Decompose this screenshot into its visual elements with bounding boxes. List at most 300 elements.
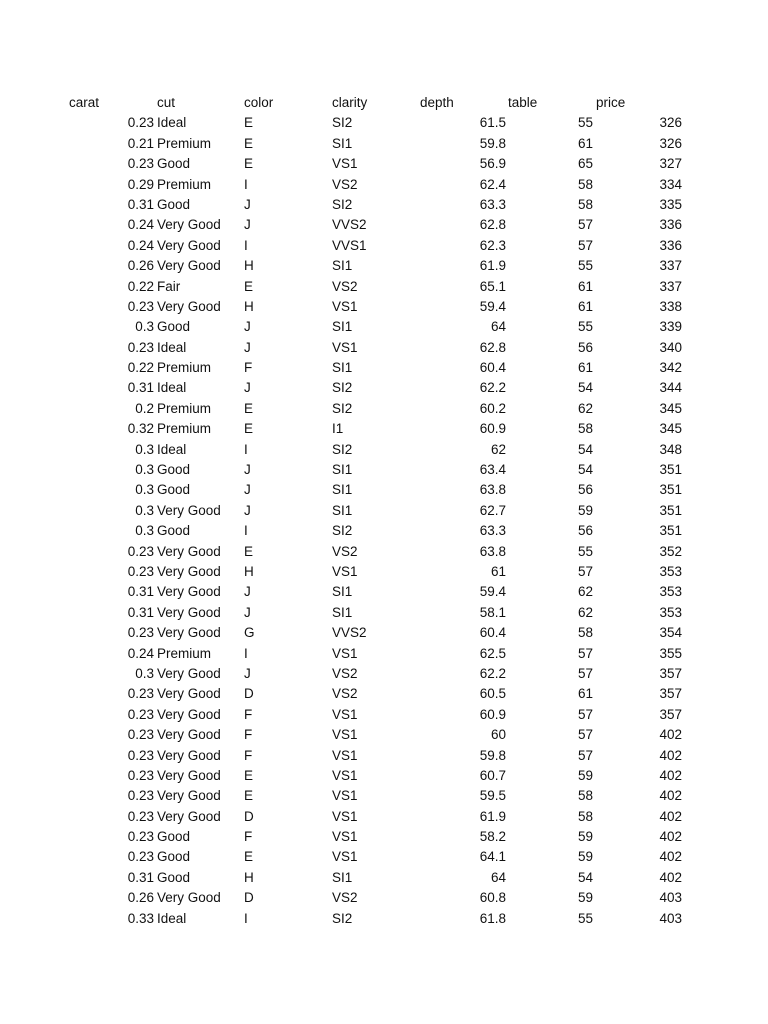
table-row — [0, 766, 768, 786]
cell-price: 351 — [659, 462, 682, 478]
cell-clarity: VS1 — [332, 727, 358, 743]
cell-price: 402 — [659, 849, 682, 865]
table-row — [0, 909, 768, 929]
table-row — [0, 134, 768, 154]
cell-table: 59 — [578, 829, 594, 845]
cell-cut: Very Good — [157, 625, 221, 641]
cell-depth: 63.8 — [479, 482, 506, 498]
cell-cut: Good — [157, 482, 191, 498]
cell-cut: Very Good — [157, 808, 221, 824]
cell-carat: 0.26 — [127, 890, 154, 906]
cell-clarity: VS1 — [332, 808, 358, 824]
cell-price: 334 — [659, 176, 682, 192]
cell-cut: Premium — [157, 360, 212, 376]
cell-depth: 62.3 — [479, 237, 506, 253]
cell-price: 402 — [659, 808, 682, 824]
cell-color: E — [244, 788, 254, 804]
cell-depth: 64 — [490, 869, 506, 885]
cell-cut: Very Good — [157, 543, 221, 559]
cell-cut: Very Good — [157, 767, 221, 783]
column-header-clarity: clarity — [332, 95, 368, 110]
cell-cut: Ideal — [157, 115, 187, 131]
table-row — [0, 623, 768, 643]
cell-depth: 60.4 — [479, 360, 506, 376]
cell-color: H — [244, 869, 254, 885]
cell-color: J — [244, 339, 251, 355]
table-row — [0, 297, 768, 317]
cell-clarity: SI1 — [332, 869, 353, 885]
cell-carat: 0.22 — [127, 278, 154, 294]
cell-carat: 0.23 — [127, 563, 154, 579]
table-row — [0, 154, 768, 174]
cell-color: F — [244, 706, 253, 722]
cell-price: 340 — [659, 339, 682, 355]
cell-color: F — [244, 727, 253, 743]
table-row — [0, 542, 768, 562]
cell-table: 58 — [578, 788, 594, 804]
cell-color: E — [244, 543, 254, 559]
cell-clarity: VVS1 — [332, 237, 367, 253]
cell-carat: 0.31 — [127, 584, 154, 600]
table-row — [0, 317, 768, 337]
cell-table: 62 — [578, 604, 594, 620]
table-row — [0, 664, 768, 684]
cell-carat: 0.23 — [127, 727, 154, 743]
cell-cut: Good — [157, 523, 191, 539]
cell-carat: 0.2 — [135, 400, 154, 416]
cell-table: 58 — [578, 176, 594, 192]
cell-color: F — [244, 747, 253, 763]
cell-depth: 61.8 — [479, 910, 506, 926]
cell-clarity: VS1 — [332, 747, 358, 763]
cell-depth: 63.8 — [479, 543, 506, 559]
cell-depth: 63.3 — [479, 196, 506, 212]
cell-depth: 62 — [490, 441, 506, 457]
cell-depth: 58.2 — [479, 829, 506, 845]
cell-price: 353 — [659, 563, 682, 579]
cell-depth: 59.4 — [479, 298, 506, 314]
cell-cut: Very Good — [157, 584, 221, 600]
cell-cut: Very Good — [157, 298, 221, 314]
cell-cut: Very Good — [157, 502, 221, 518]
cell-price: 339 — [659, 319, 682, 335]
cell-color: H — [244, 563, 254, 579]
table-row — [0, 807, 768, 827]
cell-carat: 0.26 — [127, 258, 154, 274]
table-row — [0, 175, 768, 195]
cell-price: 344 — [659, 380, 682, 396]
cell-clarity: VS1 — [332, 849, 358, 865]
cell-clarity: VS2 — [332, 665, 358, 681]
cell-table: 56 — [578, 482, 594, 498]
cell-depth: 62.4 — [479, 176, 506, 192]
table-row — [0, 684, 768, 704]
cell-price: 345 — [659, 421, 682, 437]
cell-cut: Very Good — [157, 788, 221, 804]
cell-price: 403 — [659, 910, 682, 926]
cell-clarity: SI1 — [332, 584, 353, 600]
cell-clarity: VS2 — [332, 686, 358, 702]
cell-price: 351 — [659, 523, 682, 539]
cell-cut: Very Good — [157, 665, 221, 681]
cell-carat: 0.23 — [127, 543, 154, 559]
cell-cut: Ideal — [157, 339, 187, 355]
cell-depth: 60 — [490, 727, 506, 743]
cell-cut: Good — [157, 196, 191, 212]
cell-price: 335 — [659, 196, 682, 212]
cell-price: 353 — [659, 584, 682, 600]
cell-cut: Very Good — [157, 217, 221, 233]
cell-depth: 64.1 — [479, 849, 506, 865]
cell-color: D — [244, 808, 254, 824]
table-row — [0, 277, 768, 297]
cell-color: J — [244, 217, 251, 233]
cell-depth: 60.9 — [479, 421, 506, 437]
cell-clarity: VS1 — [332, 563, 358, 579]
cell-carat: 0.3 — [135, 502, 154, 518]
cell-table: 54 — [578, 380, 594, 396]
cell-carat: 0.31 — [127, 380, 154, 396]
cell-depth: 60.4 — [479, 625, 506, 641]
cell-carat: 0.29 — [127, 176, 154, 192]
cell-carat: 0.23 — [127, 686, 154, 702]
table-row — [0, 378, 768, 398]
cell-clarity: VS1 — [332, 339, 358, 355]
cell-price: 336 — [659, 237, 682, 253]
cell-table: 55 — [578, 319, 594, 335]
cell-cut: Premium — [157, 645, 212, 661]
cell-depth: 61.5 — [479, 115, 506, 131]
cell-clarity: SI2 — [332, 400, 353, 416]
cell-carat: 0.3 — [135, 523, 154, 539]
cell-table: 56 — [578, 339, 594, 355]
cell-cut: Very Good — [157, 890, 221, 906]
cell-table: 62 — [578, 400, 594, 416]
cell-depth: 59.8 — [479, 747, 506, 763]
cell-carat: 0.31 — [127, 196, 154, 212]
cell-cut: Very Good — [157, 563, 221, 579]
cell-carat: 0.24 — [127, 237, 154, 253]
cell-clarity: SI2 — [332, 910, 353, 926]
cell-color: D — [244, 686, 254, 702]
cell-carat: 0.31 — [127, 604, 154, 620]
cell-table: 57 — [578, 563, 594, 579]
cell-price: 345 — [659, 400, 682, 416]
cell-cut: Good — [157, 319, 191, 335]
cell-clarity: VS1 — [332, 767, 358, 783]
cell-clarity: SI1 — [332, 462, 353, 478]
cell-carat: 0.31 — [127, 869, 154, 885]
cell-color: H — [244, 298, 254, 314]
cell-price: 352 — [659, 543, 682, 559]
cell-carat: 0.23 — [127, 115, 154, 131]
table-body — [0, 113, 768, 929]
table-row — [0, 847, 768, 867]
cell-clarity: VS1 — [332, 829, 358, 845]
cell-depth: 59.8 — [479, 135, 506, 151]
cell-carat: 0.3 — [135, 319, 154, 335]
cell-table: 65 — [578, 156, 594, 172]
cell-depth: 60.9 — [479, 706, 506, 722]
cell-price: 338 — [659, 298, 682, 314]
cell-price: 342 — [659, 360, 682, 376]
table-row — [0, 195, 768, 215]
cell-carat: 0.3 — [135, 482, 154, 498]
cell-carat: 0.24 — [127, 217, 154, 233]
cell-color: E — [244, 767, 254, 783]
cell-depth: 65.1 — [479, 278, 506, 294]
cell-cut: Good — [157, 829, 191, 845]
cell-depth: 62.8 — [479, 339, 506, 355]
cell-carat: 0.23 — [127, 298, 154, 314]
column-header-color: color — [244, 95, 274, 110]
cell-price: 355 — [659, 645, 682, 661]
cell-clarity: VS1 — [332, 298, 358, 314]
cell-color: E — [244, 278, 254, 294]
cell-carat: 0.21 — [127, 135, 154, 151]
cell-clarity: VS1 — [332, 156, 358, 172]
cell-color: J — [244, 502, 251, 518]
cell-price: 327 — [659, 156, 682, 172]
cell-table: 57 — [578, 217, 594, 233]
cell-cut: Premium — [157, 135, 212, 151]
cell-cut: Good — [157, 849, 191, 865]
cell-carat: 0.22 — [127, 360, 154, 376]
cell-color: I — [244, 645, 248, 661]
cell-clarity: VS1 — [332, 706, 358, 722]
cell-depth: 63.3 — [479, 523, 506, 539]
cell-cut: Premium — [157, 421, 212, 437]
cell-clarity: VVS2 — [332, 217, 367, 233]
table-row — [0, 868, 768, 888]
cell-cut: Ideal — [157, 380, 187, 396]
cell-table: 58 — [578, 196, 594, 212]
cell-table: 57 — [578, 747, 594, 763]
column-header-price: price — [596, 95, 626, 110]
cell-price: 326 — [659, 135, 682, 151]
table-row — [0, 888, 768, 908]
cell-color: J — [244, 319, 251, 335]
column-header-cut: cut — [157, 95, 176, 110]
table-row — [0, 501, 768, 521]
cell-cut: Premium — [157, 400, 212, 416]
cell-price: 402 — [659, 829, 682, 845]
cell-price: 326 — [659, 115, 682, 131]
cell-table: 59 — [578, 502, 594, 518]
cell-carat: 0.23 — [127, 156, 154, 172]
column-header-depth: depth — [420, 95, 454, 110]
cell-clarity: VVS2 — [332, 625, 367, 641]
cell-table: 58 — [578, 808, 594, 824]
cell-cut: Very Good — [157, 604, 221, 620]
cell-cut: Very Good — [157, 237, 221, 253]
cell-clarity: SI1 — [332, 258, 353, 274]
cell-cut: Good — [157, 462, 191, 478]
cell-table: 62 — [578, 584, 594, 600]
cell-price: 336 — [659, 217, 682, 233]
cell-price: 357 — [659, 706, 682, 722]
cell-color: F — [244, 360, 253, 376]
cell-depth: 59.4 — [479, 584, 506, 600]
cell-depth: 61.9 — [479, 258, 506, 274]
column-header-carat: carat — [69, 95, 100, 110]
cell-color: I — [244, 441, 248, 457]
cell-carat: 0.23 — [127, 788, 154, 804]
cell-table: 57 — [578, 706, 594, 722]
cell-color: I — [244, 910, 248, 926]
cell-depth: 62.5 — [479, 645, 506, 661]
cell-color: E — [244, 115, 254, 131]
table-row — [0, 338, 768, 358]
table-row — [0, 399, 768, 419]
cell-clarity: VS2 — [332, 543, 358, 559]
cell-table: 54 — [578, 462, 594, 478]
cell-depth: 62.8 — [479, 217, 506, 233]
cell-clarity: SI1 — [332, 482, 353, 498]
cell-table: 55 — [578, 258, 594, 274]
cell-depth: 59.5 — [479, 788, 506, 804]
cell-table: 57 — [578, 645, 594, 661]
cell-price: 402 — [659, 727, 682, 743]
cell-carat: 0.23 — [127, 706, 154, 722]
cell-price: 353 — [659, 604, 682, 620]
cell-price: 403 — [659, 890, 682, 906]
cell-price: 402 — [659, 788, 682, 804]
cell-color: E — [244, 421, 254, 437]
cell-price: 402 — [659, 747, 682, 763]
cell-depth: 56.9 — [479, 156, 506, 172]
cell-color: J — [244, 196, 251, 212]
header-row — [0, 93, 768, 113]
table-row — [0, 480, 768, 500]
cell-clarity: VS2 — [332, 278, 358, 294]
cell-table: 58 — [578, 421, 594, 437]
cell-price: 351 — [659, 502, 682, 518]
cell-color: D — [244, 890, 254, 906]
cell-depth: 60.7 — [479, 767, 506, 783]
cell-color: J — [244, 482, 251, 498]
table-row — [0, 705, 768, 725]
cell-table: 61 — [578, 360, 594, 376]
cell-carat: 0.3 — [135, 462, 154, 478]
table-row — [0, 358, 768, 378]
cell-depth: 60.8 — [479, 890, 506, 906]
cell-cut: Good — [157, 156, 191, 172]
cell-carat: 0.23 — [127, 767, 154, 783]
cell-table: 56 — [578, 523, 594, 539]
cell-color: J — [244, 584, 251, 600]
cell-price: 402 — [659, 869, 682, 885]
cell-color: J — [244, 462, 251, 478]
cell-price: 357 — [659, 665, 682, 681]
table-row — [0, 419, 768, 439]
table-row — [0, 440, 768, 460]
cell-clarity: SI2 — [332, 441, 353, 457]
cell-table: 55 — [578, 910, 594, 926]
cell-clarity: SI2 — [332, 380, 353, 396]
cell-table: 59 — [578, 890, 594, 906]
cell-clarity: SI2 — [332, 523, 353, 539]
cell-table: 58 — [578, 625, 594, 641]
cell-carat: 0.23 — [127, 808, 154, 824]
cell-color: E — [244, 135, 254, 151]
cell-cut: Very Good — [157, 727, 221, 743]
cell-clarity: VS1 — [332, 788, 358, 804]
cell-cut: Very Good — [157, 747, 221, 763]
cell-carat: 0.24 — [127, 645, 154, 661]
cell-carat: 0.3 — [135, 665, 154, 681]
cell-clarity: I1 — [332, 421, 344, 437]
table-row — [0, 460, 768, 480]
cell-price: 348 — [659, 441, 682, 457]
cell-table: 61 — [578, 135, 594, 151]
cell-cut: Ideal — [157, 441, 187, 457]
cell-carat: 0.33 — [127, 910, 154, 926]
table-row — [0, 603, 768, 623]
cell-carat: 0.32 — [127, 421, 154, 437]
cell-clarity: SI1 — [332, 319, 353, 335]
cell-cut: Fair — [157, 278, 181, 294]
cell-table: 61 — [578, 298, 594, 314]
cell-depth: 62.2 — [479, 380, 506, 396]
cell-table: 57 — [578, 665, 594, 681]
cell-clarity: SI1 — [332, 360, 353, 376]
table-row — [0, 582, 768, 602]
cell-depth: 64 — [490, 319, 506, 335]
cell-table: 57 — [578, 727, 594, 743]
cell-depth: 60.5 — [479, 686, 506, 702]
cell-color: H — [244, 258, 254, 274]
cell-color: I — [244, 523, 248, 539]
cell-depth: 62.7 — [479, 502, 506, 518]
cell-clarity: SI1 — [332, 502, 353, 518]
table-row — [0, 256, 768, 276]
cell-cut: Ideal — [157, 910, 187, 926]
cell-clarity: SI2 — [332, 196, 353, 212]
cell-clarity: VS2 — [332, 890, 358, 906]
table-row — [0, 786, 768, 806]
cell-table: 59 — [578, 849, 594, 865]
table-row — [0, 725, 768, 745]
cell-cut: Premium — [157, 176, 212, 192]
table-row — [0, 215, 768, 235]
cell-carat: 0.23 — [127, 625, 154, 641]
table-row — [0, 113, 768, 133]
cell-price: 351 — [659, 482, 682, 498]
data-table — [0, 93, 768, 929]
cell-clarity: VS2 — [332, 176, 358, 192]
cell-cut: Good — [157, 869, 191, 885]
cell-depth: 61.9 — [479, 808, 506, 824]
cell-cut: Very Good — [157, 706, 221, 722]
cell-cut: Very Good — [157, 258, 221, 274]
cell-price: 357 — [659, 686, 682, 702]
cell-color: I — [244, 237, 248, 253]
table-row — [0, 236, 768, 256]
cell-color: I — [244, 176, 248, 192]
cell-color: J — [244, 604, 251, 620]
table-row — [0, 521, 768, 541]
cell-cut: Very Good — [157, 686, 221, 702]
table-row — [0, 562, 768, 582]
table-row — [0, 827, 768, 847]
table-row — [0, 746, 768, 766]
cell-price: 337 — [659, 278, 682, 294]
cell-color: G — [244, 625, 255, 641]
cell-carat: 0.23 — [127, 747, 154, 763]
table-row — [0, 644, 768, 664]
cell-price: 402 — [659, 767, 682, 783]
